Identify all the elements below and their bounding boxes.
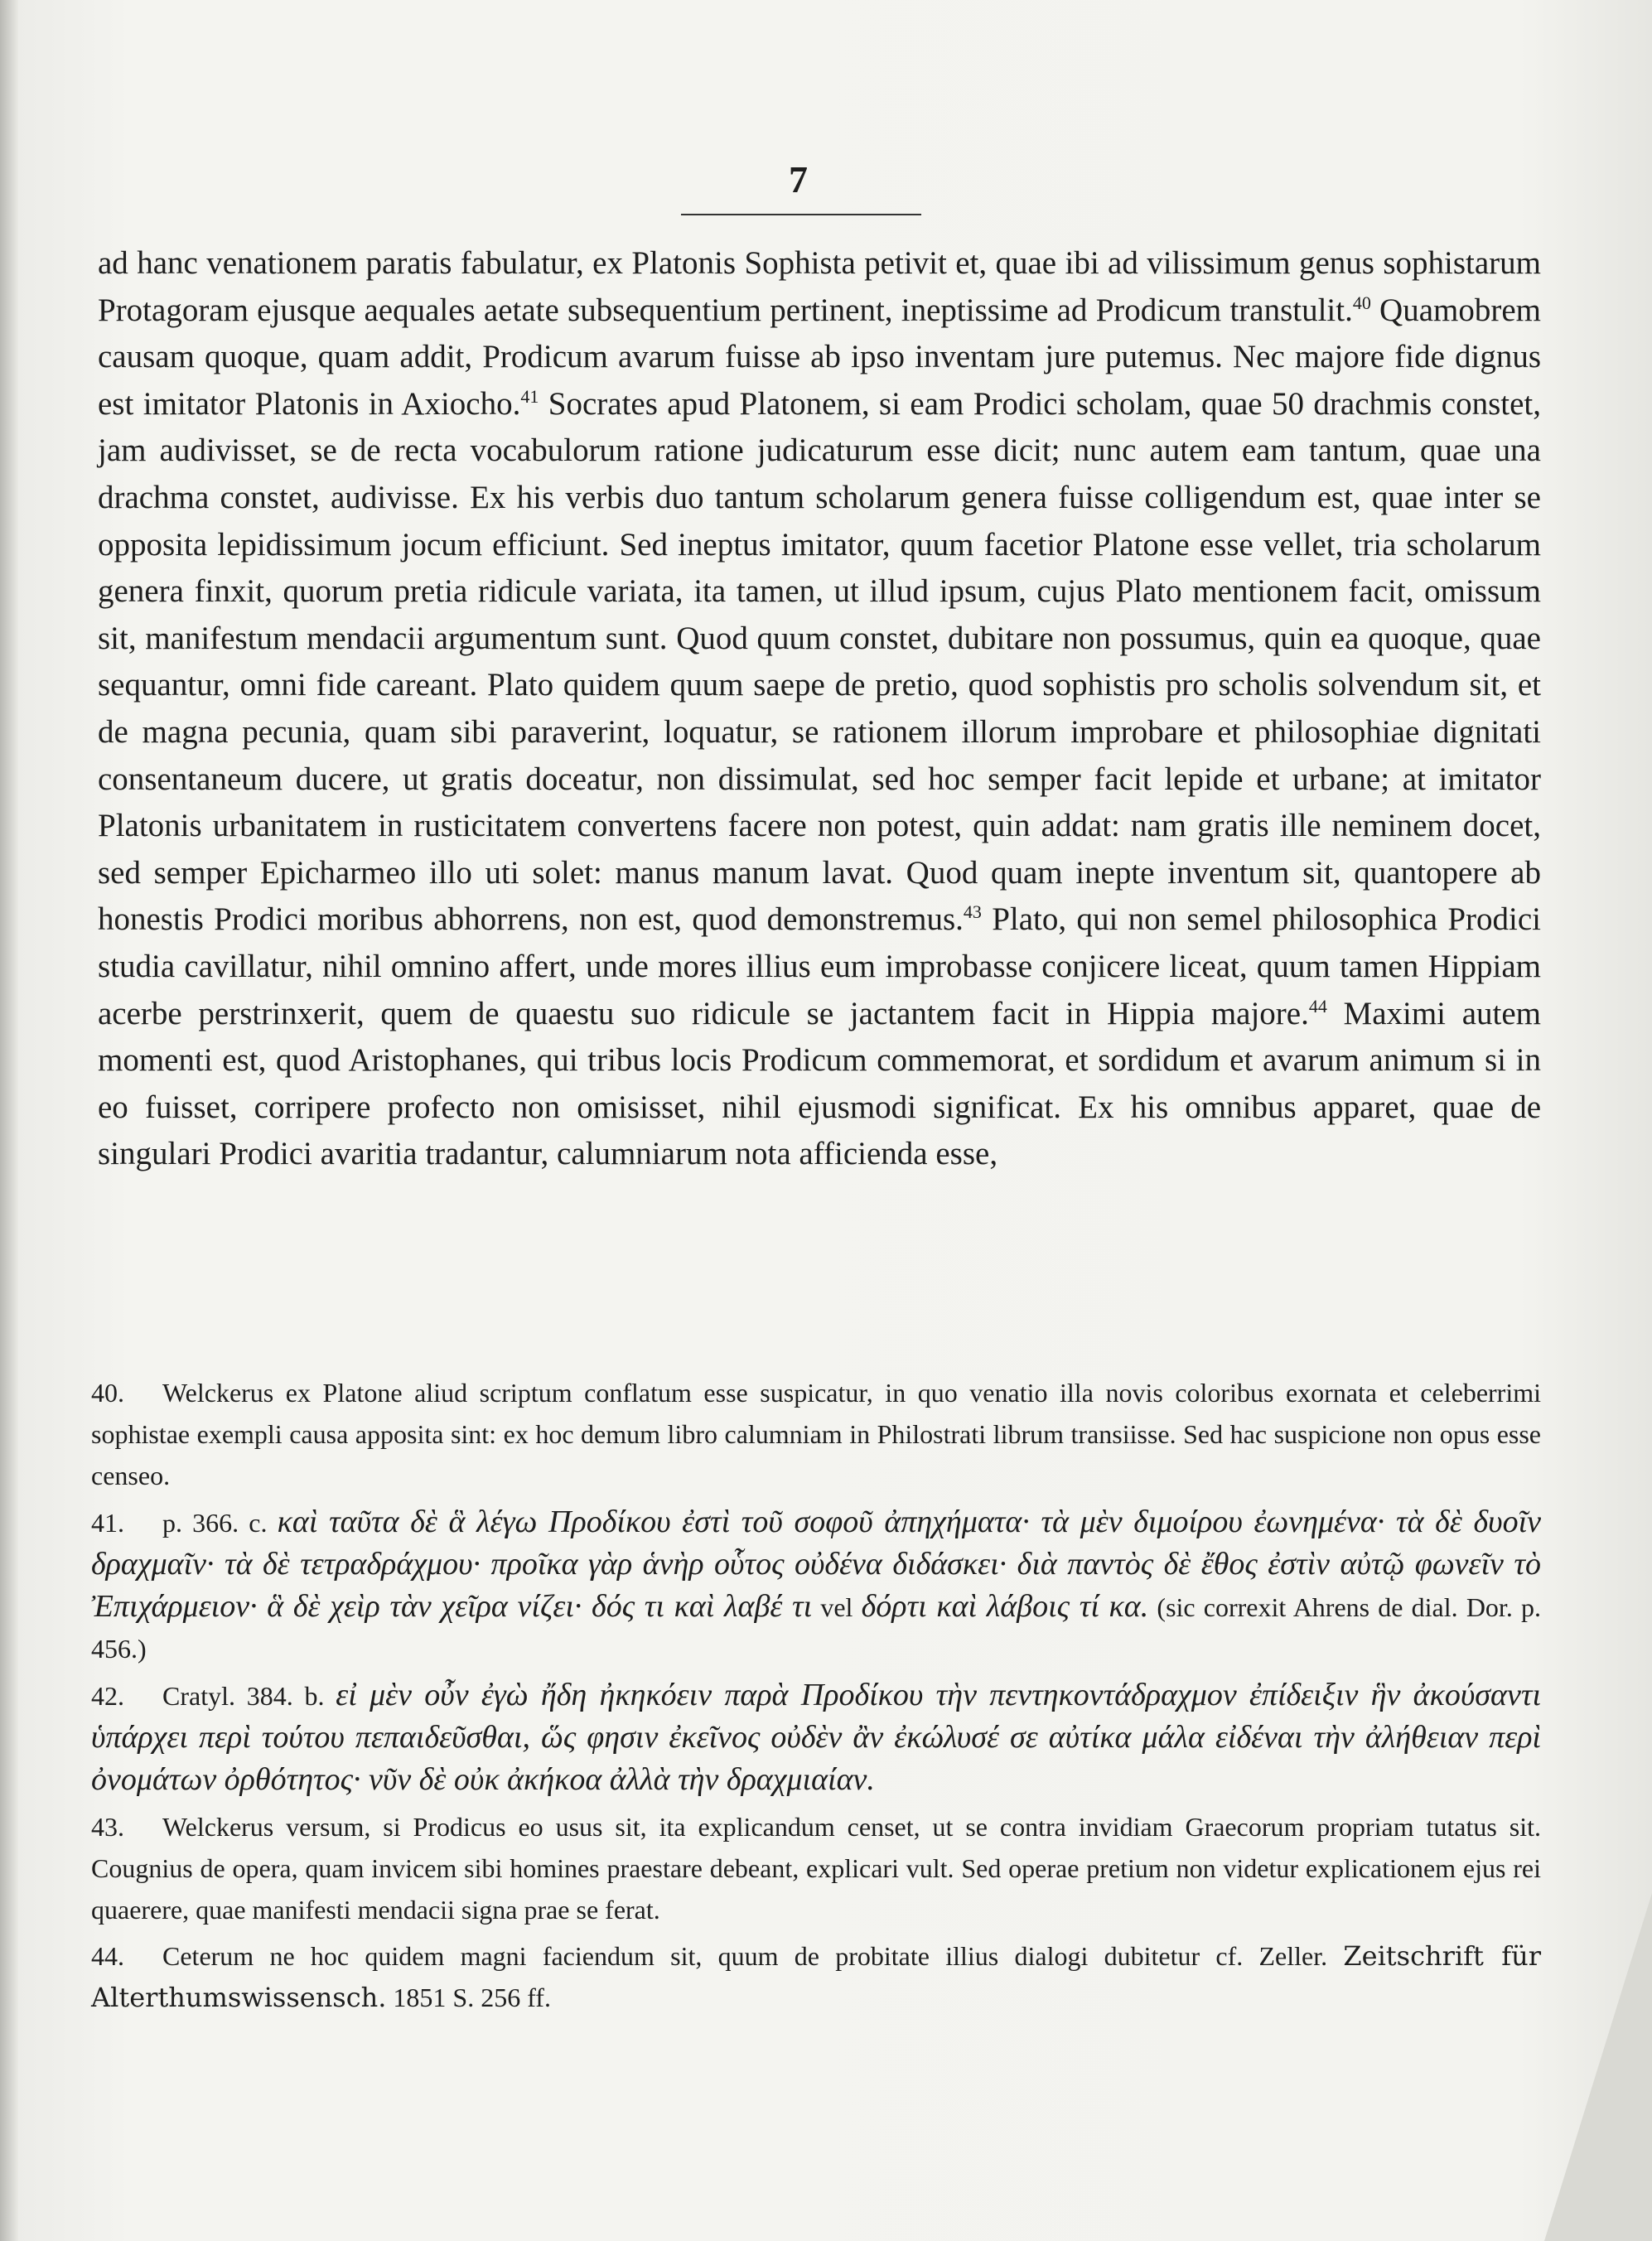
greek-quotation: καὶ ταῦτα δὲ ἃ λέγω Προδίκου ἐστὶ τοῦ σοφοῦ ἀπηχήματα· τὰ μὲν διμοίρου ἐωνημένα· τὰ δὲ δυοῖν δραχμαῖν· τὰ δὲ τετραδράχμου· προῖκα γὰρ ἁνὴρ οὗτος οὐδένα διδάσκει· διὰ παντὸς δὲ ἔθος ἐστὶν αὐτῷ φωνεῖν τὸ Ἐπιχάρμειον· ἃ δὲ χεὶρ τὰν χεῖρα νίζει· δός τι καὶ λαβέ τι <box>91 1504 1541 1624</box>
main-paragraph <box>98 240 1541 1178</box>
book-spine-shadow <box>0 0 18 2241</box>
footnote-remark: (sic correxit Ahrens de dial. Dor. p. 456.) <box>91 1592 1541 1664</box>
footnote-text: Welckerus ex Platone aliud scriptum conflatum esse suspicatur, in quo venatio illa novis coloribus exornata et celeberrimi sophistae exempli causa apposita sint: ex hoc demum libro calumniam in Philostrati librum transiisse. Sed hac suspicione non opus esse censeo. <box>91 1378 1541 1490</box>
footnote-text: Ceterum ne hoc quidem magni faciendum sit, quum de probitate illius dialogi dubitetur cf. Zeller. <box>162 1941 1328 1971</box>
footnote-44 <box>91 1935 1541 2018</box>
text-segment: ad hanc venationem paratis fabulatur, ex Platonis Sophista petivit et, quae ibi ad vilissimum genus sophistarum Protagoram ejusque aequales aetate subsequentium pertinent, ineptissime ad Prodicum transtulit. <box>98 245 1541 328</box>
footnote-ref-40[interactable]: 40 <box>1352 292 1371 313</box>
journal-title: Zeitschrift für Alterthumswissensch. <box>91 1940 1542 2013</box>
footnote-42 <box>91 1674 1541 1801</box>
main-text <box>98 240 1541 1178</box>
text-segment: Maximi autem momenti est, quod Aristophanes, qui tribus locis Prodicum commemorat, et sordidum et avarum animum si in eo fuisset, corripere profecto non omisisset, nihil ejusmodi significat. Ex his omnibus apparet, quae de singulari Prodici avaritia tradantur, calumniarum nota afficienda esse, <box>98 995 1541 1172</box>
footnote-40 <box>91 1372 1541 1496</box>
page-number-rule <box>681 214 921 215</box>
greek-quotation: εἰ μὲν οὖν ἐγὼ ἤδη ἠκηκόειν παρὰ Προδίκου τὴν πεντηκοντάδραχμον ἐπίδειξιν ἣν ἀκούσαντι ὑπάρχει περὶ τούτου πεπαιδεῦσθαι, ὥς φησιν ἐκεῖνος οὐδὲν ἂν ἐκώλυσέ σε αὐτίκα μάλα εἰδέναι τὴν ἀλήθειαν περὶ ὀνομάτων ὀρθότητος· νῦν δὲ οὐκ ἀκήκοα ἀλλὰ τὴν δραχμιαίαν. <box>91 1678 1541 1797</box>
footnote-text: Welckerus versum, si Prodicus eo usus sit, ita explicandum censet, ut se contra invidiam Graecorum propriam tutatus sit. Cougnius de opera, quam invicem sibi homines praestare debeant, explicari vult. Sed operae pretium non videtur explicationem ejus rei quaerere, quae manifesti mendacii signa prae se ferat. <box>91 1812 1541 1925</box>
footnote-number: 44. <box>91 1941 124 1971</box>
footnote-number: 42. <box>91 1681 124 1711</box>
text-segment: Socrates apud Platonem, si eam Prodici scholam, quae 50 drachmis constet, jam audivisset, se de recta vocabulorum ratione judicaturum esse dicit; nunc autem eam tantum, quae una drachma constet, audivisse. Ex his verbis duo tantum scholarum genera fuisse colligendum est, quae inter se opposita lepidissimum jocum efficiunt. Sed ineptus imitator, quum facetior Platone esse vellet, tria scholarum genera finxit, quorum pretia ridicule variata, ita tamen, ut illud ipsum, cujus Plato mentionem facit, omissum sit, manifestum mendacii argumentum sunt. Quod quum constet, dubitare non possumus, quin ea quoque, quae sequantur, omni fide careant. Plato quidem quum saepe de pretio, quod sophistis pro scholis solvendum sit, et de magna pecunia, quam sibi paraverint, loquatur, se rationem illorum improbare et philosophiae dignitati consentaneum ducere, ut gratis doceatur, non dissimulat, sed hoc semper facit lepide et urbane; at imitator Platonis urbanitatem in rusticitatem convertens facere non potest, quin addat: nam gratis ille neminem docet, sed semper Epicharmeo illo uti solet: manus manum lavat. Quod quam inepte inventum sit, quantopere ab honestis Prodici moribus abhorrens, non est, quod demonstremus. <box>98 385 1541 938</box>
page-corner <box>1544 1893 1652 2241</box>
footnote-connector: vel <box>820 1592 853 1622</box>
footnote-number: 43. <box>91 1812 124 1842</box>
footnote-ref-44[interactable]: 44 <box>1308 995 1327 1017</box>
footnote-41 <box>91 1501 1541 1669</box>
footnotes <box>91 1372 1541 2023</box>
footnote-43 <box>91 1806 1541 1930</box>
greek-quotation: δόρτι καὶ λάβοις τί κα. <box>861 1589 1149 1624</box>
text-segment: Plato, qui non semel philosophica Prodici studia cavillatur, nihil omnino affert, unde mores illius eum improbasse conjicere liceat, quum tamen Hippiam acerbe perstrinxerit, quem de quaestu suo ridicule se jactantem facit in Hippia majore. <box>98 901 1541 1031</box>
footnote-number: 41. <box>91 1508 124 1538</box>
text-segment: Quamobrem causam quoque, quam addit, Prodicum avarum fuisse ab ipso inventam jure putemus. Nec majore fide dignus est imitator Platonis in Axiocho. <box>98 292 1541 422</box>
footnote-number: 40. <box>91 1378 124 1408</box>
page-number: 7 <box>789 158 808 200</box>
journal-reference: 1851 S. 256 ff. <box>393 1983 551 2012</box>
footnote-citation: Cratyl. 384. b. <box>162 1681 325 1711</box>
footnote-ref-43[interactable]: 43 <box>963 901 982 923</box>
footnote-ref-41[interactable]: 41 <box>520 385 539 407</box>
footnote-citation: p. 366. c. <box>162 1508 268 1538</box>
